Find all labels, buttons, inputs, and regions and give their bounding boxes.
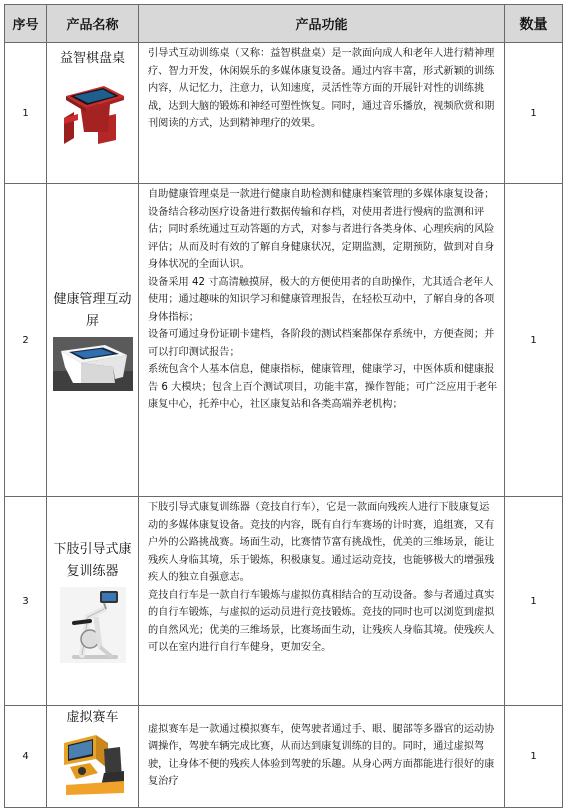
row-index: 1 — [5, 43, 47, 184]
product-name: 健康管理互动屏 — [53, 292, 132, 329]
header-quantity: 数量 — [505, 5, 563, 43]
row-quantity: 1 — [505, 43, 563, 184]
function-paragraph: 下肢引导式康复训练器（竞技自行车），它是一款面向残疾人进行下肢康复运动的多媒体康复设备。竞技的内容，既有自行车赛场的计时赛，追组赛，又有户外的公路挑战赛。场面生动，比赛情节富有挑战性，优美的三维场景，能让残疾人身临其境，乐于锻炼，积极康复。通过运动竞技，也能够极大的增强残疾人的独立自强意志。 — [148, 502, 495, 583]
table-row — [5, 184, 563, 497]
product-name: 下肢引导式康复训练器 — [53, 542, 132, 579]
function-paragraph: 竞技自行车是一款自行车锻炼与虚拟仿真相结合的互动设备。参与者通过真实的自行车锻炼，与虚拟的运动员进行竞技锻炼。竞技的同时也可以浏览到虚拟的自然风光；优美的三维场景，比赛场面生动，让残疾人身临其境。使残疾人可以在室内进行自行车健身，更加安全。 — [148, 589, 495, 653]
header-name: 产品名称 — [47, 5, 139, 43]
row-quantity: 1 — [505, 706, 563, 808]
row-index: 2 — [5, 184, 47, 497]
product-name-cell — [47, 497, 139, 706]
header-index: 序号 — [5, 5, 47, 43]
product-table — [4, 4, 563, 808]
product-name: 益智棋盘桌 — [59, 51, 125, 66]
function-cell — [139, 706, 505, 808]
function-paragraph: 自助健康管理桌是一款进行健康自助检测和健康档案管理的多媒体康复设备； — [148, 189, 495, 200]
header-function: 产品功能 — [139, 5, 505, 43]
function-cell — [139, 184, 505, 497]
product-name-cell — [47, 706, 139, 808]
row-quantity: 1 — [505, 497, 563, 706]
row-index: 3 — [5, 497, 47, 706]
table-row — [5, 497, 563, 706]
function-paragraph: 设备采用 42 寸高清触摸屏，极大的方便使用者的自助操作，尤其适合老年人使用；通过趣味的知识学习和健康管理报告，在轻松互动中，了解自身的各项身体指标； — [148, 276, 495, 323]
function-paragraph: 引导式互动训练桌（又称：益智棋盘桌）是一款面向成人和老年人进行精神理疗、智力开发，休闲娱乐的多媒体康复设备。通过内容丰富，形式新颖的训练内容，从记忆力，注意力，认知速度，灵活性等方面的开展针对性的训练挑战，达到大脑的锻炼和神经可塑性恢复。同时，通过音乐播放，视频欣赏和期刊阅读的方式，达到精神理疗的效果。 — [148, 48, 495, 129]
table-row — [5, 706, 563, 808]
interactive-screen-image — [53, 337, 133, 391]
product-name-cell — [47, 43, 139, 184]
product-name-cell — [47, 184, 139, 497]
function-cell — [139, 43, 505, 184]
function-paragraph: 设备结合移动医疗设备进行数据传输和存档，对使用者进行慢病的监测和评估；同时系统通过互动答题的方式，对参与者进行各类身体、心理疾病的风险评估；从而及时有效的了解自身健康状况，定期监测，定期预防，做到对自身身体状况的全面认识。 — [148, 206, 495, 270]
function-paragraph: 系统包含个人基本信息，健康指标，健康管理，健康学习，中医体质和健康报告 6 大模块；包含上百个测试项目，功能丰富，操作智能；可广泛应用于老年康复中心，托养中心，社区康复站和各类高端养老机构； — [148, 364, 498, 410]
row-index: 4 — [5, 706, 47, 808]
table-row — [5, 43, 563, 184]
exercise-bike-image — [60, 587, 126, 663]
function-cell — [139, 497, 505, 706]
racing-simulator-image — [60, 729, 126, 797]
table-header-row — [5, 5, 563, 43]
function-paragraph: 虚拟赛车是一款通过模拟赛车，使驾驶者通过手、眼、腿部等多器官的运动协调操作，驾驶车辆完成比赛，从而达到康复训练的目的。同时，通过虚拟驾驶，让身体不便的残疾人体验到驾驶的乐趣。从身心两方面都能进行很好的康复治疗 — [148, 723, 495, 787]
function-paragraph: 设备可通过身份证刷卡建档，各阶段的测试档案都保存系统中，方便查阅；并可以打印测试报告； — [148, 329, 495, 358]
product-name: 虚拟赛车 — [66, 710, 119, 725]
chess-table-image — [60, 74, 126, 146]
row-quantity: 1 — [505, 184, 563, 497]
